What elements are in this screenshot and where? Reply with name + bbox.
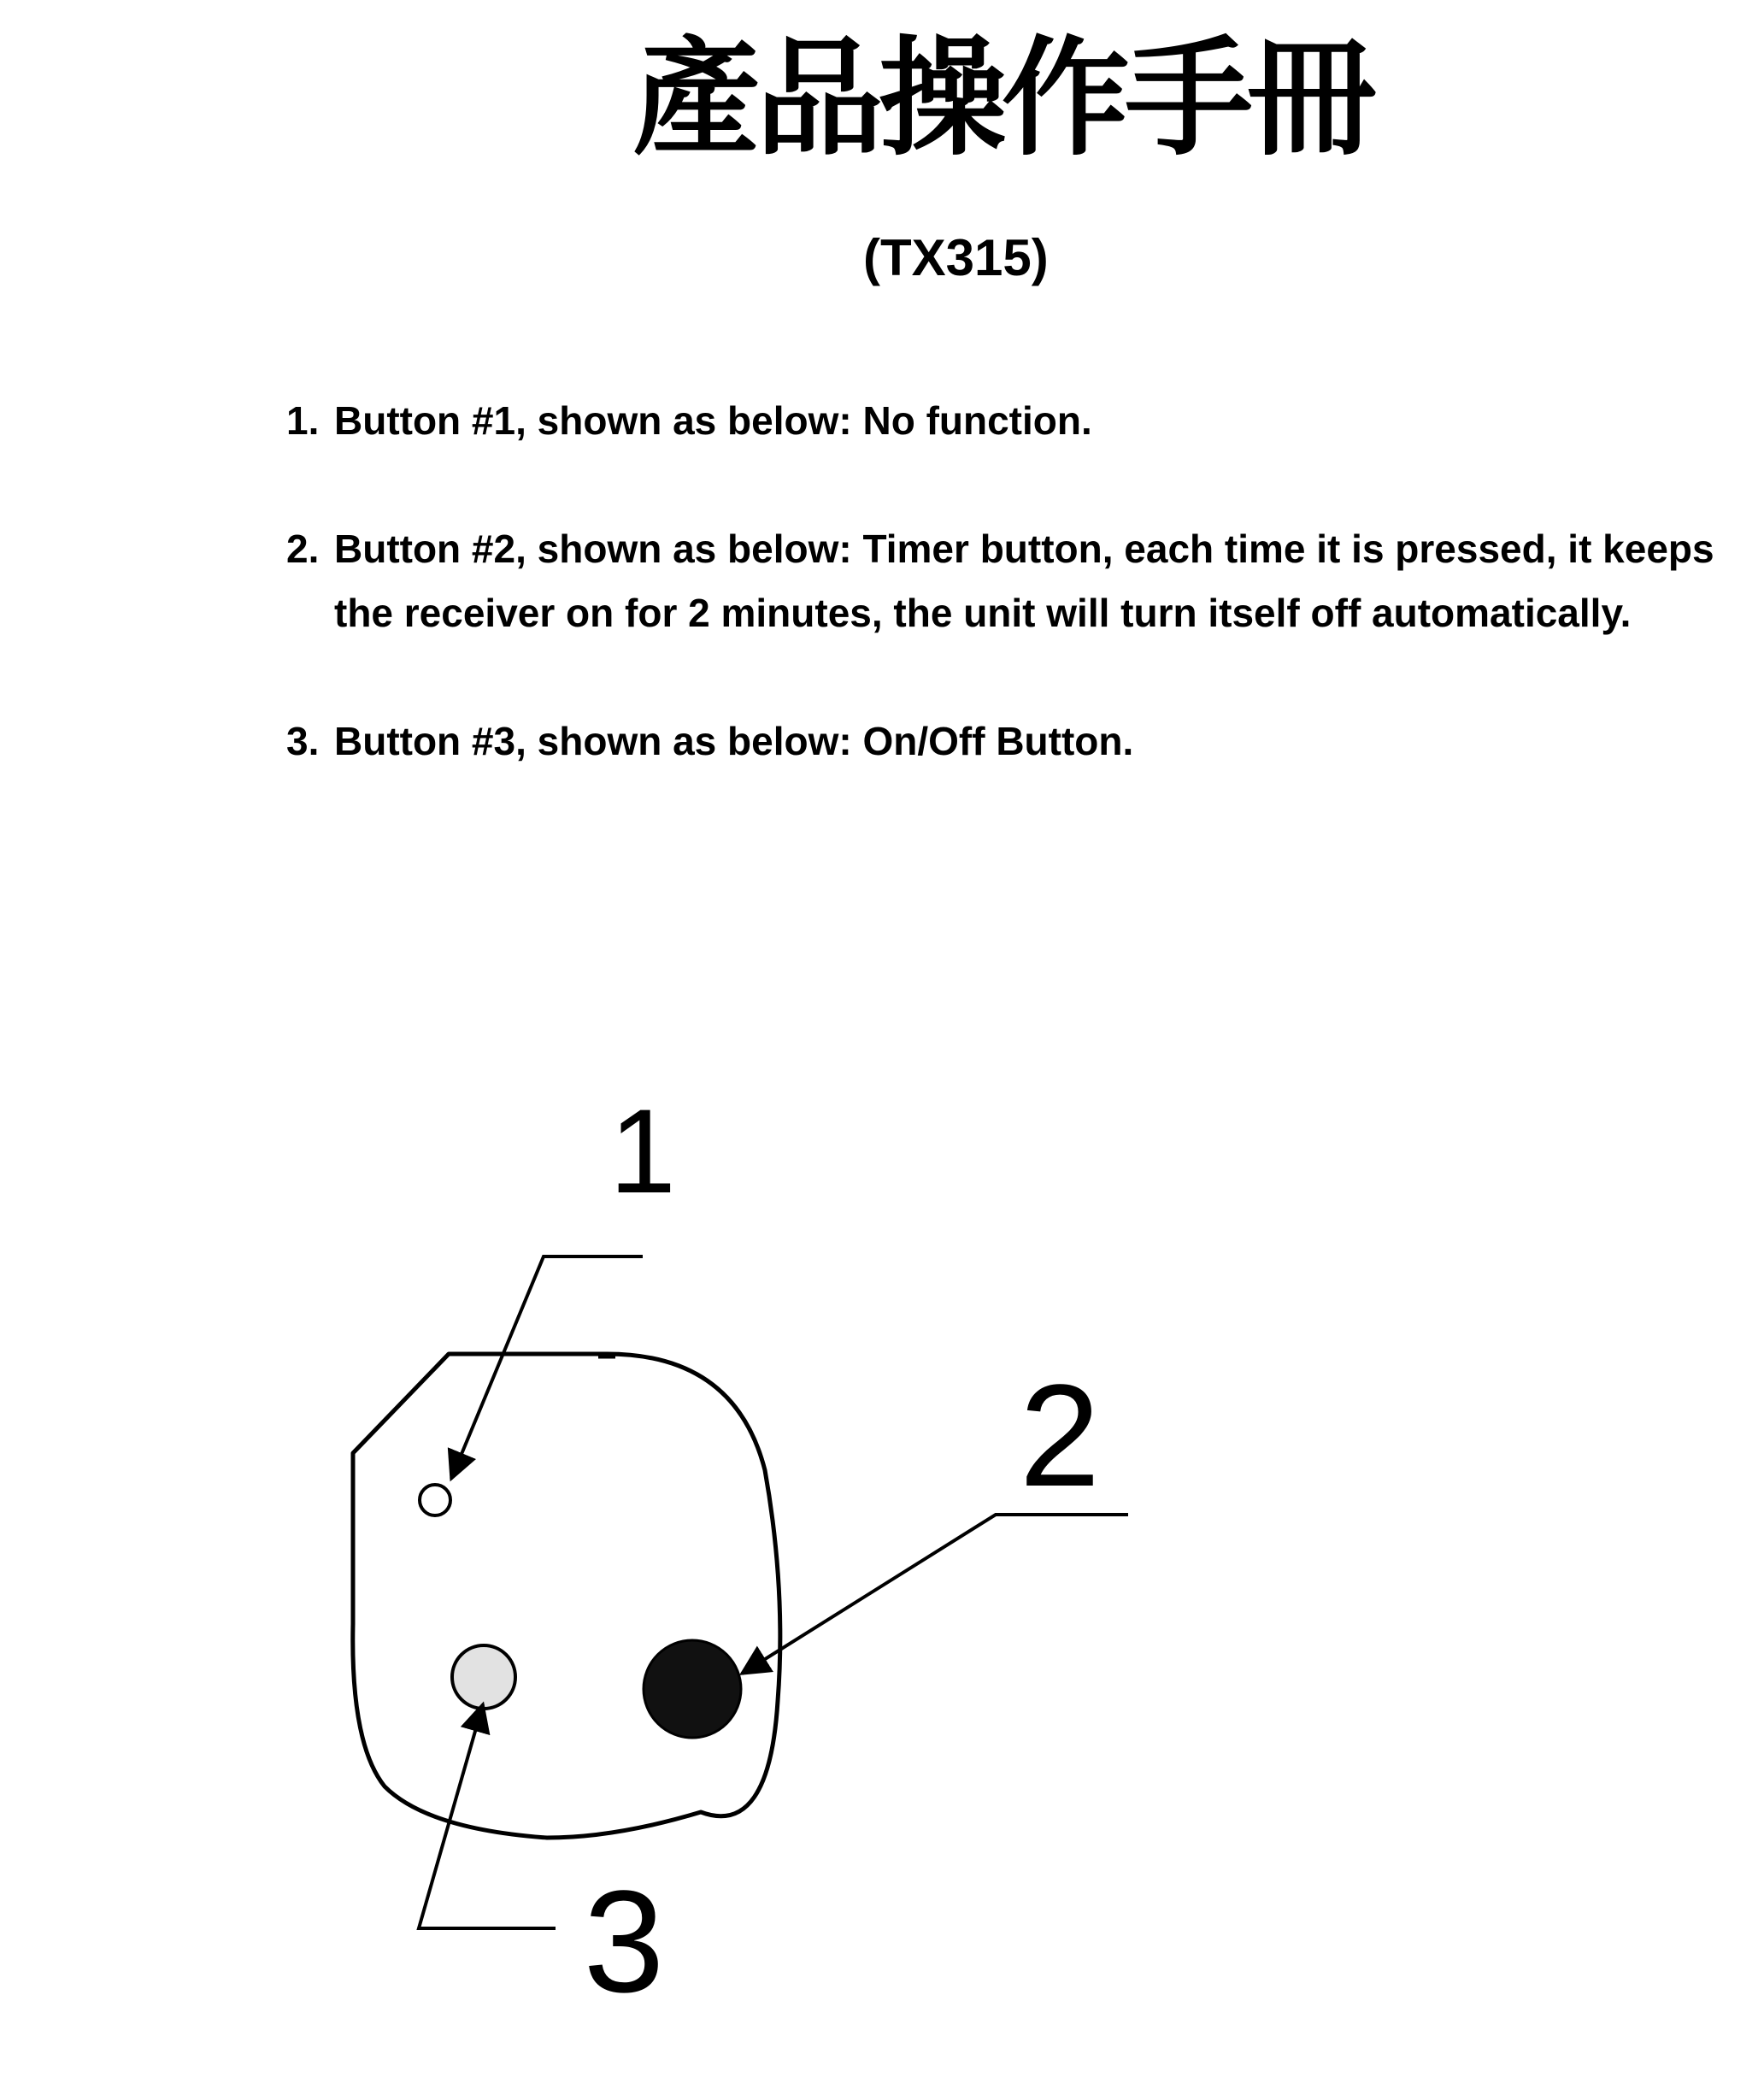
button-2 bbox=[644, 1640, 741, 1738]
label-button-2: 2 bbox=[1019, 1355, 1101, 1517]
item-text: Button #3, shown as below: On/Off Button. bbox=[334, 719, 1134, 763]
callout-line-1 bbox=[451, 1256, 643, 1479]
item-text: Button #1, shown as below: No function. bbox=[334, 398, 1092, 443]
callout-line-2 bbox=[742, 1515, 1128, 1674]
model-number: (TX315) bbox=[863, 229, 1049, 286]
item-text: Button #2, shown as below: Timer button, each time it is pressed, it keeps the receiver on for 2 minutes, the unit will turn itself off automatically. bbox=[334, 527, 1714, 635]
label-button-3: 3 bbox=[583, 1861, 665, 2023]
button-3 bbox=[452, 1645, 515, 1709]
item-number: 2. bbox=[286, 527, 320, 571]
item-number: 3. bbox=[286, 719, 320, 763]
button-1 bbox=[420, 1485, 450, 1515]
item-number: 1. bbox=[286, 398, 320, 443]
page-title: 產品操作手冊 bbox=[632, 23, 1372, 174]
remote-outline bbox=[353, 1354, 780, 1838]
label-button-1: 1 bbox=[609, 1084, 676, 1218]
